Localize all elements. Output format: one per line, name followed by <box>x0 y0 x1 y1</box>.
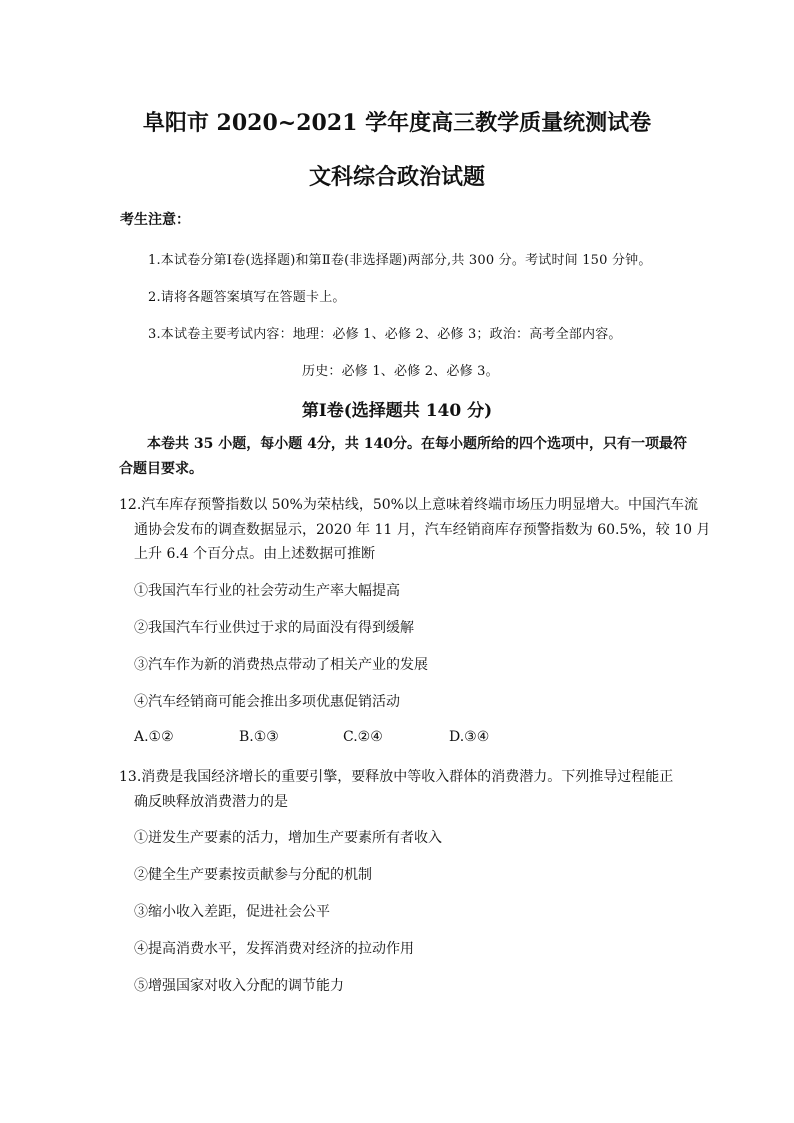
exam-title: 阜阳市 2020~2021 学年度高三教学质量统测试卷 <box>142 110 652 136</box>
question-option: ④汽车经销商可能会推出多项优惠促销活动 <box>134 694 400 710</box>
question-option: ③缩小收入差距，促进社会公平 <box>134 904 330 920</box>
question-option: ①我国汽车行业的社会劳动生产率大幅提高 <box>134 583 400 599</box>
section-intro: 本卷共 35 小题，每小题 4分，共 140分。在每小题所给的四个选项中，只有一项最符 <box>147 436 687 452</box>
notice-item: 历史：必修 1、必修 2、必修 3。 <box>302 364 499 379</box>
answer-choice-a: A.①② <box>134 729 174 745</box>
question-option: ②我国汽车行业供过于求的局面没有得到缓解 <box>134 620 414 636</box>
question-option: ①迸发生产要素的活力，增加生产要素所有者收入 <box>134 830 442 846</box>
question-option: ②健全生产要素按贡献参与分配的机制 <box>134 867 372 883</box>
question-option: ③汽车作为新的消费热点带动了相关产业的发展 <box>134 657 428 673</box>
question-option: ⑤增强国家对收入分配的调节能力 <box>134 978 344 994</box>
exam-subtitle: 文科综合政治试题 <box>308 164 485 190</box>
notice-heading: 考生注意： <box>120 212 190 228</box>
notice-item: 3.本试卷主要考试内容：地理：必修 1、必修 2、必修 3；政治：高考全部内容。 <box>148 327 622 342</box>
question-stem-line: 上升 6.4 个百分点。由上述数据可推断 <box>134 546 376 562</box>
question-stem-line: 通协会发布的调查数据显示，2020 年 11 月，汽车经销商库存预警指数为 60.5%，较 10 月 <box>134 522 711 538</box>
notice-item: 2.请将各题答案填写在答题卡上。 <box>148 290 346 305</box>
notice-item: 1.本试卷分第Ⅰ卷(选择题)和第Ⅱ卷(非选择题)两部分,共 300 分。考试时间 150 分钟。 <box>148 253 652 268</box>
answer-choice-c: C.②④ <box>343 729 383 745</box>
question-stem-line: 12.汽车库存预警指数以 50%为荣枯线，50%以上意味着终端市场压力明显增大。中国汽车流 <box>119 497 698 513</box>
question-stem-line: 确反映释放消费潜力的是 <box>134 794 288 810</box>
section-title: 第Ⅰ卷(选择题共 140 分) <box>301 401 493 421</box>
section-intro: 合题目要求。 <box>119 461 203 477</box>
answer-choice-b: B.①③ <box>239 729 279 745</box>
answer-choices <box>0 729 794 749</box>
question-stem-line: 13.消费是我国经济增长的重要引擎，要释放中等收入群体的消费潜力。下列推导过程能正 <box>119 769 674 785</box>
question-option: ④提高消费水平，发挥消费对经济的拉动作用 <box>134 941 414 957</box>
answer-choice-d: D.③④ <box>449 729 490 745</box>
